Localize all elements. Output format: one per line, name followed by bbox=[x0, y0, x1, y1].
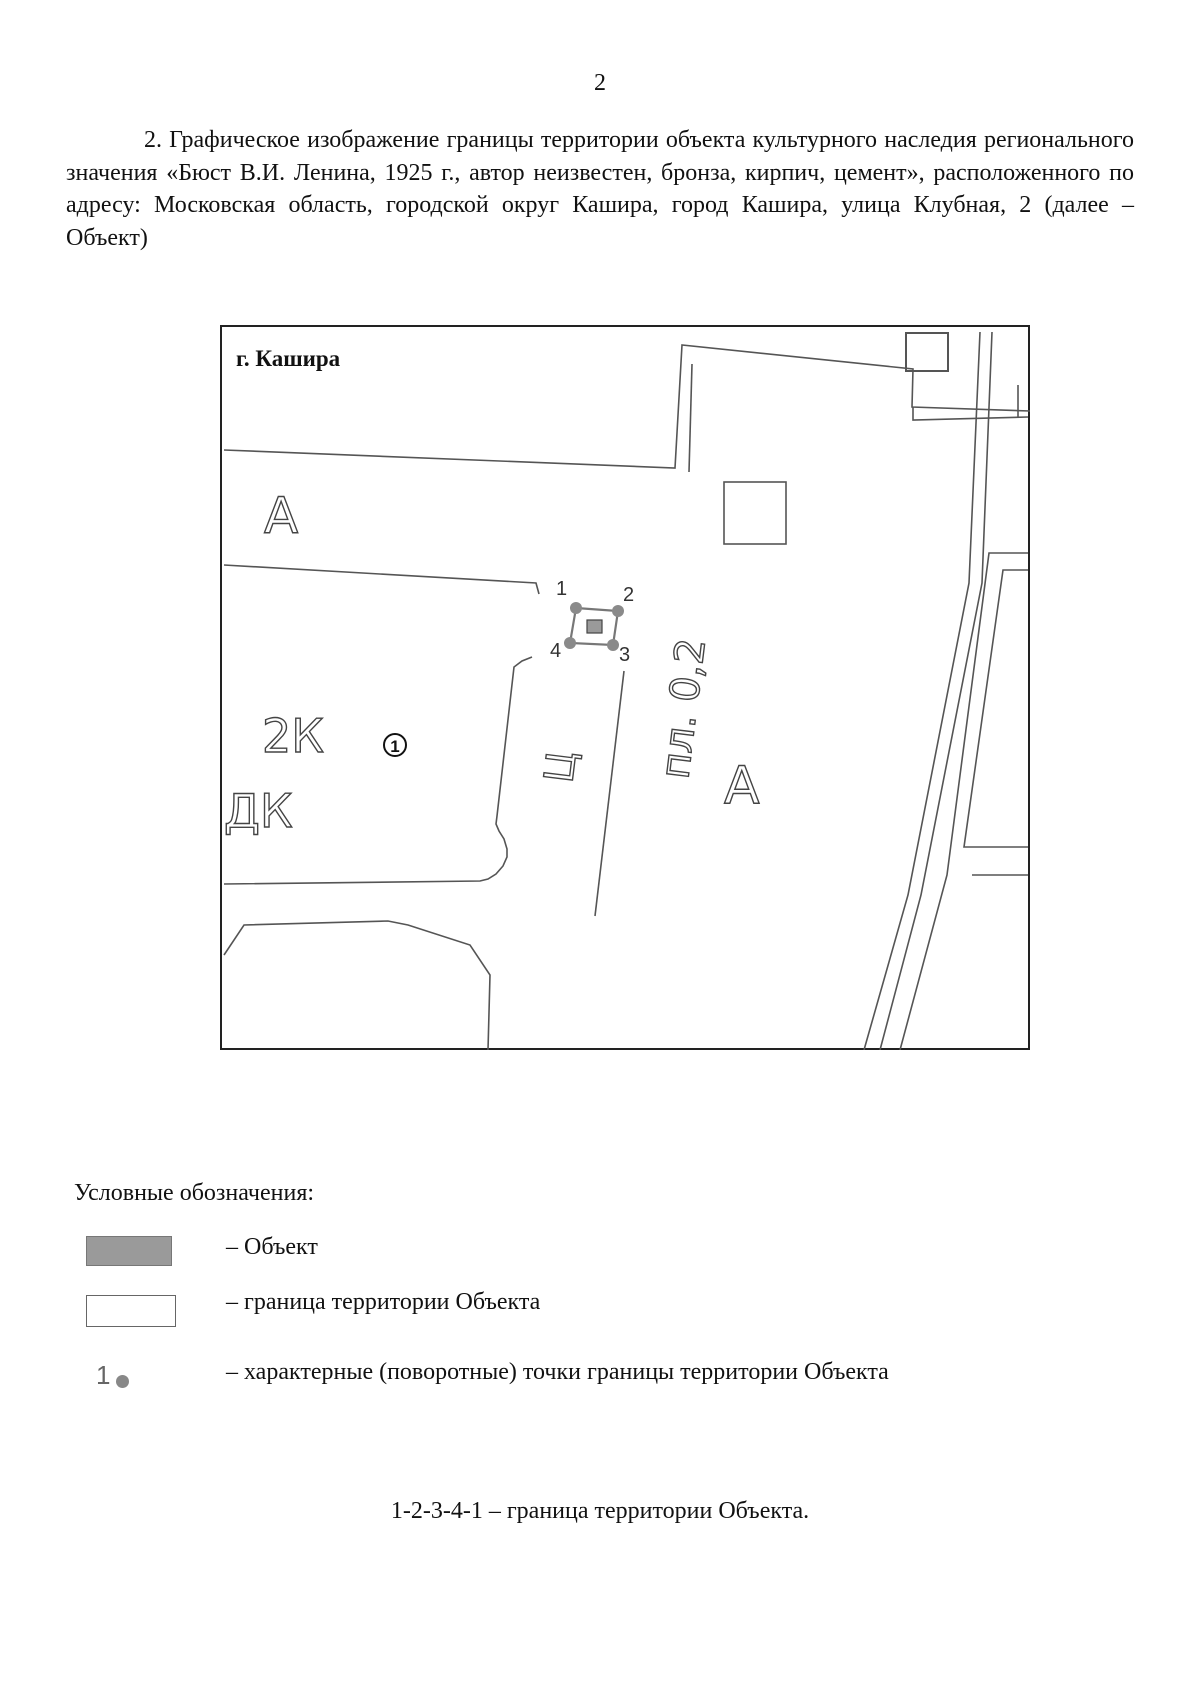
page-number: 2 bbox=[594, 70, 606, 96]
boundary-swatch-icon bbox=[86, 1295, 176, 1327]
legend-object-text: – Объект bbox=[226, 1234, 318, 1260]
legend-item-object bbox=[0, 1230, 1200, 1270]
parcel-marker-number: 1 bbox=[390, 737, 400, 756]
intro-paragraph: 2. Графическое изображение границы территории объекта культурного наследия регионального значения «Бюст В.И. Ленина, 1925 г., автор неизвестен, бронза, кирпич, цемент», расположенного по адресу: Московская область, городской округ Кашира, город Кашира, улица Клубная, 2 (далее – Объект) bbox=[66, 127, 1134, 251]
boundary-route-line: 1-2-3-4-1 – граница территории Объекта. bbox=[390, 1498, 810, 1524]
map-drawing bbox=[220, 325, 1030, 1050]
u-letter-label: Ц bbox=[536, 748, 586, 786]
boundary-point-3-label: 3 bbox=[619, 644, 631, 666]
point-swatch-icon bbox=[96, 1360, 146, 1393]
legend-item-boundary bbox=[0, 1285, 1200, 1325]
boundary-point-1 bbox=[570, 602, 582, 614]
object-monument bbox=[587, 620, 602, 633]
map-frame bbox=[221, 326, 1029, 1049]
parcel-marker bbox=[384, 734, 406, 756]
legend-boundary-text: – граница территории Объекта bbox=[226, 1289, 541, 1315]
block-a-label-top: А bbox=[264, 487, 299, 545]
boundary-point-4 bbox=[564, 637, 576, 649]
point-swatch-dot bbox=[116, 1375, 129, 1388]
legend-item-points bbox=[0, 1355, 1200, 1395]
boundary-point-4-label: 4 bbox=[550, 640, 562, 662]
square-label: пл. 0,2 bbox=[652, 635, 716, 782]
map-title: г. Кашира bbox=[236, 346, 341, 371]
legend-points-text: – характерные (поворотные) точки границы территории Объекта bbox=[226, 1359, 889, 1385]
boundary-point-2-label: 2 bbox=[623, 584, 635, 606]
boundary-point-3 bbox=[607, 639, 619, 651]
boundary-point-1-label: 1 bbox=[556, 578, 568, 600]
object-swatch-icon bbox=[86, 1236, 172, 1266]
block-a-label-right: А bbox=[724, 756, 760, 816]
block-dk-label: ДК bbox=[224, 784, 293, 838]
legend-heading: Условные обозначения: bbox=[74, 1180, 315, 1206]
boundary-point-2 bbox=[612, 605, 624, 617]
point-swatch-number: 1 bbox=[96, 1360, 111, 1390]
block-2k-label: 2К bbox=[262, 709, 324, 763]
map-figure bbox=[220, 325, 1030, 1050]
